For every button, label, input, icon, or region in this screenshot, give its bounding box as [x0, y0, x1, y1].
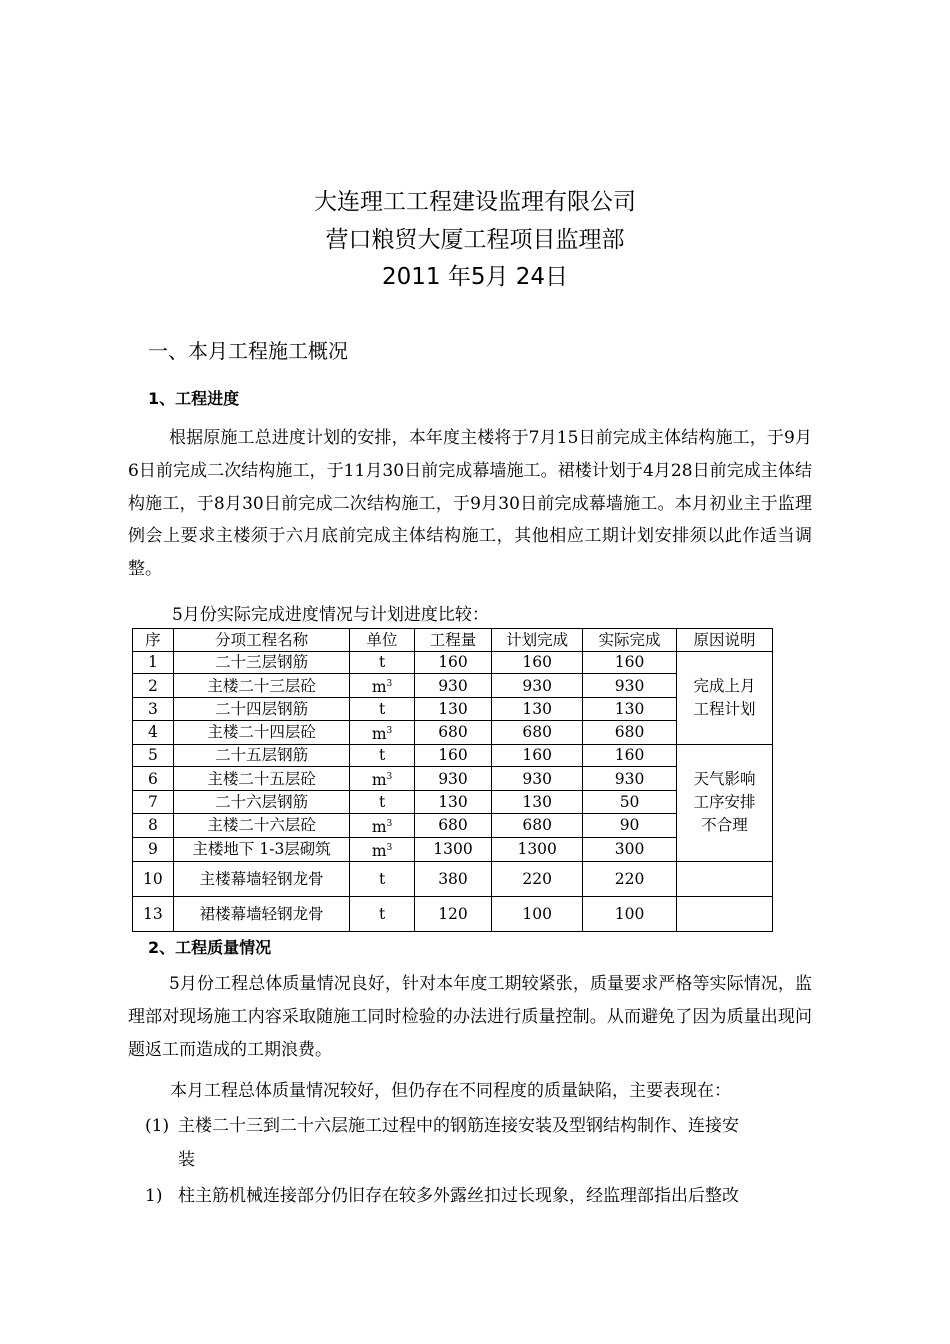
- row-name: 二十四层钢筋: [173, 698, 350, 721]
- section-heading-overview: 一、本月工程施工概况: [148, 339, 348, 363]
- reason-line: 天气影响: [693, 770, 756, 788]
- row-unit: t: [350, 651, 414, 674]
- row-qty: 930: [414, 767, 492, 791]
- progress-table: [132, 628, 773, 932]
- row-plan: 680: [492, 720, 583, 744]
- unit-superscript: 3: [386, 772, 393, 782]
- table-caption: 5月份实际完成进度情况与计划进度比较：: [172, 605, 489, 625]
- row-no: 8: [133, 813, 174, 837]
- quality-paragraph-1: 5月份工程总体质量情况良好，针对本年度工期较紧张，质量要求严格等实际情况，监理部对现场施工内容采取随施工同时检验的办法进行质量控制。从而避免了因为质量出现问题返工而造成的工期浪费。: [128, 974, 812, 1060]
- row-unit: [350, 837, 414, 861]
- header-cell: 原因说明: [677, 629, 773, 652]
- table-row: [133, 744, 773, 767]
- reason-empty: [677, 861, 773, 896]
- row-qty: 130: [414, 698, 492, 721]
- row-actual: 100: [583, 896, 677, 931]
- row-plan: 220: [492, 861, 583, 896]
- row-actual: 930: [583, 674, 677, 698]
- row-unit: t: [350, 896, 414, 931]
- header-cell: 分项工程名称: [173, 629, 350, 652]
- row-name: 主楼地下 1-3层砌筑: [173, 837, 350, 861]
- reason-empty: [677, 896, 773, 931]
- reason-cell-b: [677, 744, 773, 861]
- reason-line: 不合理: [701, 816, 748, 834]
- list-item-1-line1: 主楼二十三到二十六层施工过程中的钢筋连接安装及型钢结构制作、连接安: [178, 1116, 739, 1136]
- row-no: 5: [133, 744, 174, 767]
- subheading-progress: 1、工程进度: [148, 389, 240, 408]
- reason-line: 完成上月: [693, 676, 756, 695]
- table-row: [133, 698, 773, 721]
- row-actual: 220: [583, 861, 677, 896]
- row-no: 3: [133, 698, 174, 721]
- row-name: 主楼二十六层砼: [173, 813, 350, 837]
- unit-text: m: [371, 678, 387, 696]
- row-actual: 90: [583, 813, 677, 837]
- list-item-2-text: 柱主筋机械连接部分仍旧存在较多外露丝扣过长现象，经监理部指出后整改: [178, 1186, 739, 1206]
- row-plan: 930: [492, 674, 583, 698]
- row-plan: 1300: [492, 837, 583, 861]
- table-row: [133, 896, 773, 931]
- row-plan: 130: [492, 698, 583, 721]
- unit-text: m: [371, 817, 387, 836]
- row-name: 主楼二十五层砼: [173, 767, 350, 791]
- row-no: 4: [133, 720, 174, 744]
- department-title: 营口粮贸大厦工程项目监理部: [325, 227, 625, 253]
- row-actual: 130: [583, 698, 677, 721]
- reason-line: 工程计划: [693, 699, 756, 718]
- table-header-row: [133, 629, 773, 652]
- row-qty: 680: [414, 813, 492, 837]
- row-plan: 160: [492, 744, 583, 767]
- row-no: 7: [133, 791, 174, 814]
- quality-paragraph-2: 本月工程总体质量情况较好，但仍存在不同程度的质量缺陷，主要表现在：: [170, 1081, 731, 1101]
- row-name: 裙楼幕墙轻钢龙骨: [173, 896, 350, 931]
- row-qty: 120: [414, 896, 492, 931]
- table-row: [133, 767, 773, 791]
- row-unit: [350, 767, 414, 791]
- row-name: 二十六层钢筋: [173, 791, 350, 814]
- table-row: [133, 837, 773, 861]
- row-unit: t: [350, 791, 414, 814]
- row-no: 9: [133, 837, 174, 861]
- row-name: 二十三层钢筋: [173, 651, 350, 674]
- unit-superscript: 3: [386, 725, 393, 736]
- unit-text: m: [371, 724, 387, 743]
- row-unit: t: [350, 698, 414, 721]
- row-no: 1: [133, 651, 174, 674]
- header-cell: 计划完成: [492, 629, 583, 652]
- row-name: 二十五层钢筋: [173, 744, 350, 767]
- list-item-2-marker: 1): [145, 1186, 163, 1206]
- row-plan: 130: [492, 791, 583, 814]
- reason-line: 工序安排: [693, 793, 756, 811]
- table-row: [133, 861, 773, 896]
- table-row: [133, 791, 773, 814]
- row-name: 主楼二十四层砼: [173, 720, 350, 744]
- row-qty: 130: [414, 791, 492, 814]
- table-row: [133, 720, 773, 744]
- header-cell: 单位: [350, 629, 414, 652]
- list-item-1-line2: 装: [178, 1150, 195, 1170]
- row-unit: t: [350, 744, 414, 767]
- unit-superscript: 3: [386, 679, 393, 689]
- row-no: 2: [133, 674, 174, 698]
- header-cell: 实际完成: [583, 629, 677, 652]
- unit-superscript: 3: [386, 818, 393, 829]
- row-unit: [350, 813, 414, 837]
- row-no: 13: [133, 896, 174, 931]
- report-date: 2011 年5月 24日: [381, 264, 569, 290]
- unit-superscript: 3: [386, 842, 393, 853]
- row-name: 主楼二十三层砼: [173, 674, 350, 698]
- table-row: [133, 651, 773, 674]
- row-actual: 160: [583, 744, 677, 767]
- row-unit: [350, 720, 414, 744]
- row-plan: 100: [492, 896, 583, 931]
- row-qty: 160: [414, 651, 492, 674]
- unit-text: m: [371, 841, 387, 860]
- row-name: 主楼幕墙轻钢龙骨: [173, 861, 350, 896]
- list-item-1-marker: (1): [145, 1116, 170, 1136]
- row-actual: 930: [583, 767, 677, 791]
- row-actual: 160: [583, 651, 677, 674]
- row-qty: 930: [414, 674, 492, 698]
- row-actual: 300: [583, 837, 677, 861]
- row-qty: 160: [414, 744, 492, 767]
- row-plan: 160: [492, 651, 583, 674]
- row-actual: 680: [583, 720, 677, 744]
- row-qty: 380: [414, 861, 492, 896]
- row-no: 6: [133, 767, 174, 791]
- row-plan: 930: [492, 767, 583, 791]
- subheading-quality: 2、工程质量情况: [148, 938, 272, 957]
- company-title: 大连理工工程建设监理有限公司: [314, 189, 636, 215]
- row-qty: 1300: [414, 837, 492, 861]
- row-plan: 680: [492, 813, 583, 837]
- row-no: 10: [133, 861, 174, 896]
- row-unit: t: [350, 861, 414, 896]
- unit-text: m: [371, 771, 387, 789]
- table-row: [133, 674, 773, 698]
- row-actual: 50: [583, 791, 677, 814]
- reason-cell-a: [677, 651, 773, 744]
- header-cell: 序: [133, 629, 174, 652]
- table-row: [133, 813, 773, 837]
- row-unit: [350, 674, 414, 698]
- progress-paragraph: 根据原施工总进度计划的安排，本年度主楼将于7月15日前完成主体结构施工，于9月6日前完成二次结构施工，于11月30日前完成幕墙施工。裙楼计划于4月28日前完成主体结构施工，于8月30日前完成二次结构施工，于9月30日前完成幕墙施工。本月初业主于监理例会上要求主楼须于六月底前完成主体结构施工，其他相应工期计划安排须以此作适当调整。: [128, 428, 812, 580]
- header-cell: 工程量: [414, 629, 492, 652]
- row-qty: 680: [414, 720, 492, 744]
